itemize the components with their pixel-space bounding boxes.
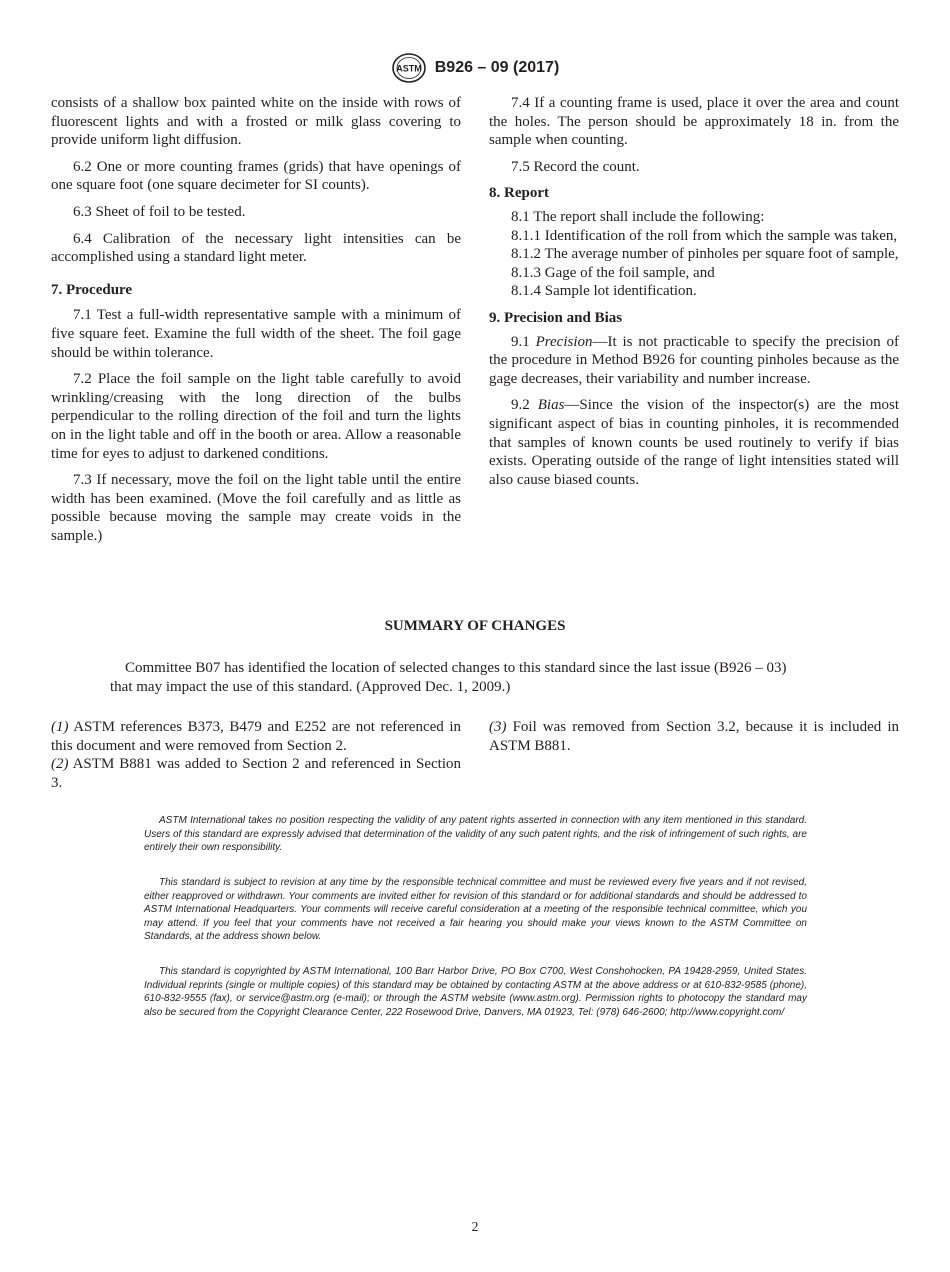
heading-report: 8. Report (489, 185, 549, 202)
heading-precision-bias: 9. Precision and Bias (489, 309, 623, 326)
logo-text: ASTM (395, 63, 422, 74)
summary-intro-line-2: that may impact the use of this standard. (Approved Dec. 1, 2009.) (110, 679, 511, 695)
paragraph-7-3: 7.3 If necessary, move the foil on the light table until the entire width has been examined. (Move the foil carefully and as little as possible because moving the sample may create voids in the sample.) (51, 472, 461, 544)
standard-designation: B926 – 09 (2017) (434, 59, 560, 76)
paragraph-7-4: 7.4 If a counting frame is used, place it over the area and count the holes. The person should be approximately 18 in. from the sample when counting. (489, 95, 899, 149)
changes-left-column (51, 718, 461, 792)
revision-notice (144, 876, 807, 944)
p-9-1-term: Precision (535, 333, 593, 350)
revision-notice-text: This standard is subject to revision at any time by the responsible technical committee and must be reviewed every five years and if not revised, either reapproved or withdrawn. Your comments are invited either for revision of this standard or for additional standards and should be addressed to ASTM International Headquarters. Your comments will receive careful consideration at a meeting of the responsible technical committee, which you may attend. If you feel that your comments have not received a fair hearing you should make your views known to the ASTM Committee on Standards, at the address shown below. (144, 877, 807, 943)
change-item-2 (51, 755, 461, 792)
p-9-1-number: 9.1 (511, 333, 530, 350)
paragraph-9-1 (489, 333, 899, 389)
paragraph-6-4: 6.4 Calibration of the necessary light intensities can be accomplished using a standard light meter. (51, 230, 461, 266)
paragraph-8-1: 8.1 The report shall include the following: (511, 208, 765, 225)
paragraph-7-1: 7.1 Test a full-width representative sample with a minimum of five square feet. Examine the full width of the sheet. The foil gage should be within tolerance. (51, 307, 461, 361)
p-9-1-text: —It is not practicable to specify the precision of the procedure in Method B926 for counting pinholes because as the gage decreases, their variability and number increase. (489, 333, 899, 387)
paragraph-8-1-2: 8.1.2 The average number of pinholes per square foot of sample, (511, 246, 899, 263)
copyright-notice (144, 965, 807, 1019)
right-column (489, 94, 899, 497)
change-number: (1) (51, 719, 69, 735)
page-number: 2 (471, 1220, 479, 1235)
paragraph-7-2: 7.2 Place the foil sample on the light table carefully to avoid wrinkling/creasing with the long direction of the bulbs perpendicular to the rolling direction of the foil and turn the lights on in the light table and off in the booth or area. Allow a reasonable time for eyes to adjust to darkened conditions. (51, 371, 461, 462)
paragraph-8-1-4: 8.1.4 Sample lot identification. (511, 283, 697, 300)
paragraph-9-2 (489, 396, 899, 489)
change-number: (3) (489, 719, 507, 735)
paragraph-6-3: 6.3 Sheet of foil to be tested. (73, 203, 246, 220)
summary-title: SUMMARY OF CHANGES (384, 618, 566, 634)
patent-notice-text: ASTM International takes no position respecting the validity of any patent rights asserted in connection with any item mentioned in this standard. Users of this standard are expressly advised that determination of the validity of any such patent rights, and the risk of infringement of such rights, are entirely their own responsibility. (144, 815, 807, 854)
p-9-2-term: Bias (537, 397, 565, 414)
changes-right-column (489, 718, 899, 755)
p-9-2-text: —Since the vision of the inspector(s) are the most significant aspect of bias in counting pinholes, it is recommended that samples of known counts be used routinely to verify if bias exists. Operating outside of the range of light intensities stated will also cause biased counts. (489, 397, 900, 488)
paragraph-6-1-cont: consists of a shallow box painted white on the inside with rows of fluorescent lights and with a frosted or milk glass covering to provide uniform light diffusion. (51, 95, 461, 149)
change-item-1 (51, 718, 461, 755)
astm-logo-icon (391, 52, 427, 84)
change-text: ASTM B881 was added to Section 2 and referenced in Section 3. (51, 756, 461, 791)
summary-intro-line-1: Committee B07 has identified the location of selected changes to this standard since the last issue (B926 – 03) (125, 660, 787, 676)
change-number: (2) (51, 756, 69, 773)
left-column (51, 94, 461, 553)
patent-notice (144, 814, 807, 855)
p-9-2-number: 9.2 (511, 397, 530, 414)
change-text: ASTM references B373, B479 and E252 are not referenced in this document and were removed from Section 2. (51, 719, 461, 754)
paragraph-8-1-3: 8.1.3 Gage of the foil sample, and (511, 264, 715, 281)
change-text: Foil was removed from Section 3.2, because it is included in ASTM B881. (489, 719, 899, 754)
change-item-3 (489, 718, 899, 755)
page-header (0, 52, 950, 84)
paragraph-6-2: 6.2 One or more counting frames (grids) that have openings of one square foot (one square decimeter for SI counts). (51, 158, 461, 194)
heading-procedure: 7. Procedure (51, 281, 133, 298)
paragraph-7-5: 7.5 Record the count. (511, 158, 640, 175)
copyright-notice-text: This standard is copyrighted by ASTM International, 100 Barr Harbor Drive, PO Box C700, West Conshohocken, PA 19428-2959, United States. Individual reprints (single or multiple copies) of this standard may be obtained by contacting ASTM at the above address or at 610-832-9585 (phone), 610-832-9555 (fax), or service@astm.org (e-mail); or through the ASTM website (www.astm.org). Permission rights to photocopy the standard may also be secured from the Copyright Clearance Center, 222 Rosewood Drive, Danvers, MA 01923, Tel: (978) 646-2600; http://www.copyright.com/ (144, 966, 807, 1018)
summary-intro (110, 659, 845, 697)
paragraph-8-1-1: 8.1.1 Identification of the roll from which the sample was taken, (511, 227, 898, 244)
